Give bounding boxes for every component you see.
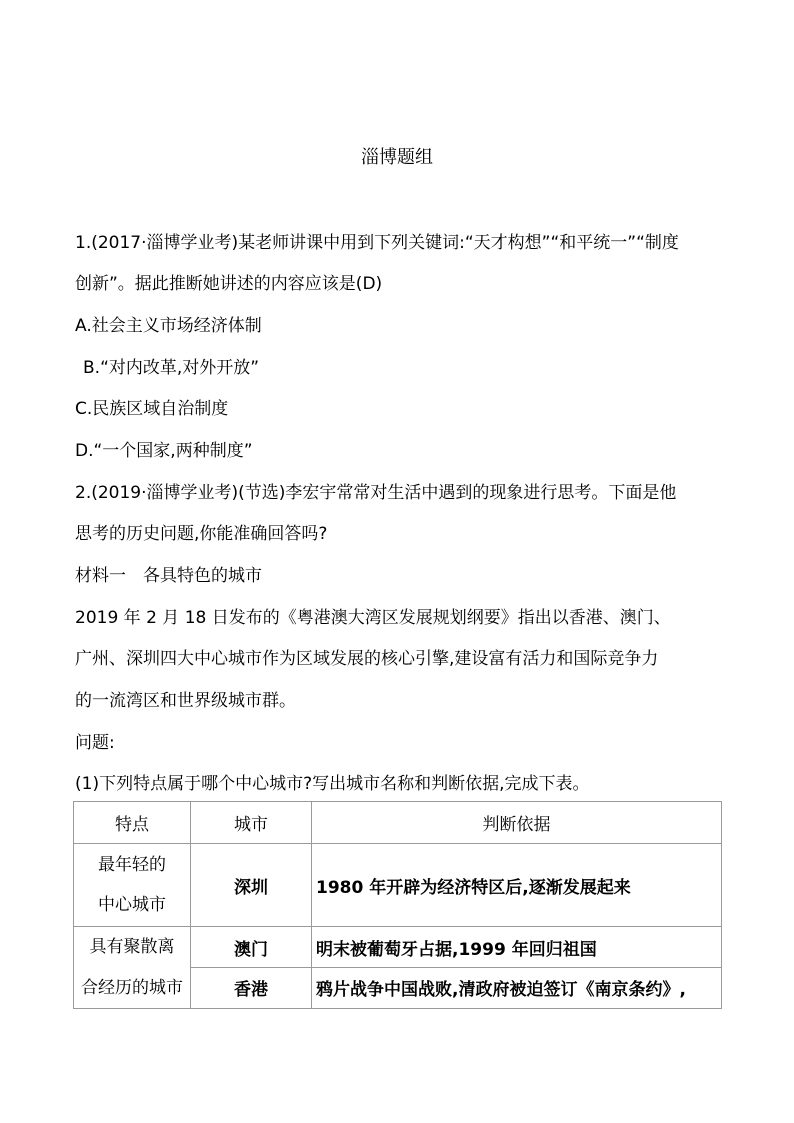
feature-line: 最年轻的 — [98, 855, 166, 875]
q1-option-d: D.“一个国家,两种制度” — [75, 441, 253, 461]
q1-option-a: A.社会主义市场经济体制 — [75, 316, 262, 336]
header-basis: 判断依据 — [312, 802, 722, 844]
q2-stem-line2: 思考的历史问题,你能准确回答吗? — [75, 524, 328, 544]
feature-cell — [74, 844, 191, 927]
q1-option-b: B.“对内改革,对外开放” — [83, 358, 260, 378]
q2-stem-line1: 2.(2019·淄博学业考)(节选)李宏宇常常对生活中遇到的现象进行思考。下面是他 — [75, 483, 677, 503]
material-line-2: 广州、深圳四大中心城市作为区域发展的核心引擎,建设富有活力和国际竞争力 — [75, 649, 659, 669]
q1-stem-line1: 1.(2017·淄博学业考)某老师讲课中用到下列关键词:“天才构想”“和平统一”“制度 — [75, 233, 679, 253]
q1-stem-line2: 创新”。据此推断她讲述的内容应该是(D) — [75, 274, 383, 294]
city-cell: 深圳 — [191, 844, 312, 927]
table-row — [74, 844, 722, 927]
basis-cell: 明末被葡萄牙占据,1999 年回归祖国 — [312, 927, 722, 968]
city-cell: 澳门 — [191, 927, 312, 968]
answer-table — [73, 801, 722, 1009]
page-title: 淄博题组 — [361, 147, 433, 168]
header-city: 城市 — [191, 802, 312, 844]
basis-cell: 鸦片战争中国战败,清政府被迫签订《南京条约》, — [312, 968, 722, 1009]
feature-cell: 合经历的城市 — [74, 968, 191, 1009]
feature-line: 中心城市 — [98, 895, 166, 915]
basis-cell: 1980 年开辟为经济特区后,逐渐发展起来 — [312, 844, 722, 927]
city-cell: 香港 — [191, 968, 312, 1009]
header-feature: 特点 — [74, 802, 191, 844]
q1-option-c: C.民族区域自治制度 — [75, 399, 229, 419]
material-line-1: 2019 年 2 月 18 日发布的《粤港澳大湾区发展规划纲要》指出以香港、澳门、 — [75, 608, 671, 628]
sub-question: (1)下列特点属于哪个中心城市?写出城市名称和判断依据,完成下表。 — [75, 774, 590, 794]
table-row — [74, 968, 722, 1009]
feature-cell: 具有聚散离 — [74, 927, 191, 968]
table-header-row — [74, 802, 722, 844]
material-line-3: 的一流湾区和世界级城市群。 — [75, 691, 296, 711]
table-row — [74, 927, 722, 968]
material-title: 材料一 各具特色的城市 — [75, 566, 262, 586]
question-label: 问题: — [75, 733, 115, 753]
